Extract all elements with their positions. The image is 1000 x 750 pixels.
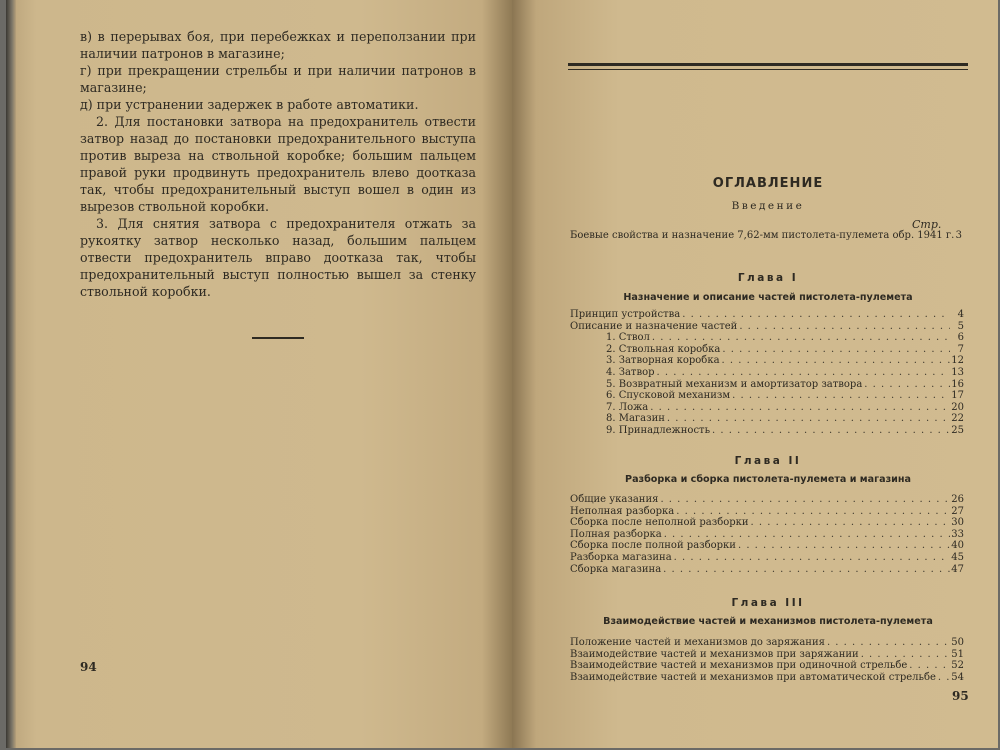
- toc-entry-page: 4: [957, 309, 964, 320]
- toc-entry-title: 8. Магазин: [606, 413, 665, 425]
- dot-leader: [650, 332, 950, 344]
- toc-entry-page: 13: [951, 366, 964, 378]
- toc-entry-page: 16: [951, 378, 964, 390]
- left-body-text: [80, 28, 476, 300]
- header-thick-rule: [568, 63, 968, 66]
- toc-entry: [570, 425, 964, 437]
- dot-leader: [672, 552, 950, 564]
- toc-entry: [570, 660, 964, 672]
- toc-entry-title: Описание и назначение частей: [570, 320, 738, 332]
- toc-entry-title: 4. Затвор: [606, 366, 655, 378]
- toc-entry-page: 52: [951, 660, 964, 672]
- toc-entry-page: 40: [951, 540, 964, 552]
- chapter-2-label: Глава II: [734, 455, 802, 467]
- toc-entry-page: 5: [957, 320, 964, 332]
- dot-leader: [749, 517, 950, 529]
- toc-entry: [570, 390, 964, 402]
- dot-leader: [680, 309, 950, 321]
- toc-entry-title: Неполная разборка: [570, 505, 675, 517]
- body-paragraph: 2. Для постановки затвора на предохранитель отвести затвор назад до постановки предохранительного выступа против выреза на ствольной коробке; большим пальцем правой руки продвинуть предохранитель влево доотказа так, чтобы предохранительный выступ вошел в один из вырезов ствольной коробки.: [80, 114, 476, 214]
- toc-entry-page: 17: [951, 390, 964, 402]
- dot-leader: [662, 529, 950, 541]
- toc-entry-page: 51: [951, 648, 964, 660]
- toc-entry-title: 3. Затворная коробка: [606, 355, 720, 367]
- dot-leader: [720, 355, 950, 367]
- chapter-1-entries: [570, 309, 964, 437]
- toc-entry: [570, 517, 964, 529]
- toc-entry: [570, 649, 964, 661]
- toc-entry-page: 30: [951, 517, 964, 529]
- section-end-rule: [252, 337, 304, 339]
- toc-entry: [570, 564, 964, 576]
- toc-entry-title: Сборка после полной разборки: [570, 540, 736, 552]
- toc-entry-page: 54: [951, 671, 964, 683]
- left-page: [6, 0, 512, 748]
- toc-entry-page: 12: [951, 355, 964, 367]
- dot-leader: [720, 344, 950, 356]
- toc-entry-page: 25: [951, 424, 964, 436]
- body-paragraph: г) при прекращении стрельбы и при наличии патронов в магазине;: [80, 63, 476, 95]
- chapter-3-entries: [570, 637, 964, 683]
- dot-leader: [936, 672, 950, 684]
- dot-leader: [674, 506, 950, 518]
- chapter-2-entries: [570, 494, 964, 575]
- toc-entry: [570, 506, 964, 518]
- toc-entry: [570, 494, 964, 506]
- toc-entry-title: 2. Ствольная коробка: [606, 343, 721, 355]
- toc-entry-title: 1. Ствол: [606, 332, 650, 344]
- dot-leader: [862, 379, 950, 391]
- toc-entry-title: 5. Возвратный механизм и амортизатор затвора: [606, 378, 863, 390]
- header-thin-rule: [568, 69, 968, 70]
- toc-entry: [570, 552, 964, 564]
- intro-entry: [570, 230, 962, 242]
- toc-entry: [570, 309, 964, 321]
- page-stack-edge: [6, 0, 16, 748]
- chapter-1-label: Глава I: [737, 272, 799, 284]
- chapter-3-title: Взаимодействие частей и механизмов пистолета-пулемета: [603, 616, 933, 627]
- body-paragraph: в) в перерывах боя, при перебежках и переползании при наличии патронов в магазине;: [80, 29, 476, 61]
- toc-entry-page: 33: [951, 528, 964, 540]
- toc-entry: [570, 540, 964, 552]
- page-number-right: 95: [952, 689, 969, 703]
- toc-entry-title: Сборка после неполной разборки: [570, 517, 749, 529]
- toc-entry: [570, 355, 964, 367]
- dot-leader: [710, 425, 950, 437]
- dot-leader: [825, 637, 950, 649]
- toc-entry-title: Принцип устройства: [570, 309, 681, 320]
- body-paragraph: д) при устранении задержек в работе автоматики.: [80, 97, 419, 112]
- toc-entry: [570, 637, 964, 649]
- toc-entry-title: Взаимодействие частей и механизмов при одиночной стрельбе: [570, 660, 908, 672]
- dot-leader: [737, 321, 950, 333]
- dot-leader: [648, 402, 950, 414]
- dot-leader: [655, 367, 951, 379]
- chapter-2-title: Разборка и сборка пистолета-пулемета и магазина: [625, 474, 911, 485]
- toc-entry-title: 6. Спусковой механизм: [606, 390, 731, 402]
- intro-entry-text: Боевые свойства и назначение 7,62-мм пистолета-пулемета обр. 1941 г.: [570, 230, 955, 241]
- toc-entry: [570, 344, 964, 356]
- toc-entry: [570, 672, 964, 684]
- dot-leader: [907, 660, 950, 672]
- toc-entry-title: Положение частей и механизмов до заряжания: [570, 637, 825, 648]
- toc-entry-page: 50: [951, 637, 964, 648]
- toc-entry-title: 7. Ложа: [606, 401, 649, 413]
- toc-entry: [570, 413, 964, 425]
- toc-entry-title: Полная разборка: [570, 528, 662, 540]
- book-spread: [6, 0, 998, 748]
- toc-entry: [570, 367, 964, 379]
- dot-leader: [730, 390, 950, 402]
- dot-leader: [859, 649, 950, 661]
- intro-entry-page: 3: [955, 230, 962, 241]
- right-page: [512, 0, 998, 748]
- dot-leader: [736, 540, 950, 552]
- toc-entry: [570, 379, 964, 391]
- dot-leader: [665, 413, 950, 425]
- toc-entry: [570, 332, 964, 344]
- body-paragraph: 3. Для снятия затвора с предохранителя отжать за рукоятку затвор несколько назад, большим пальцем отвести предохранитель вправо доотказа так, чтобы предохранительный выступ полностью вышел за стенку ствольной коробки.: [80, 216, 476, 299]
- dot-leader: [658, 494, 950, 506]
- toc-entry: [570, 529, 964, 541]
- toc-entry-page: 27: [951, 505, 964, 517]
- toc-title: ОГЛАВЛЕНИЕ: [712, 176, 824, 191]
- intro-heading: Введение: [731, 200, 805, 212]
- toc-entry-page: 22: [951, 413, 964, 425]
- toc-entry-page: 6: [957, 332, 964, 344]
- chapter-3-label: Глава III: [731, 597, 805, 609]
- toc-entry-title: Взаимодействие частей и механизмов при заряжании: [570, 648, 859, 660]
- toc-entry-title: Взаимодействие частей и механизмов при автоматической стрельбе: [570, 671, 936, 683]
- toc-entry-title: Сборка магазина: [570, 563, 662, 575]
- toc-entry-page: 7: [957, 343, 964, 355]
- toc-entry-page: 45: [951, 551, 964, 563]
- chapter-1-title: Назначение и описание частей пистолета-пулемета: [623, 292, 913, 303]
- page-number-left: 94: [80, 660, 97, 674]
- dot-leader: [661, 564, 950, 576]
- toc-entry: [570, 321, 964, 333]
- toc-entry-page: 20: [951, 401, 964, 413]
- toc-entry-title: 9. Принадлежность: [606, 424, 711, 436]
- toc-entry-page: 47: [951, 563, 964, 575]
- page-column-label: Стр.: [912, 218, 942, 231]
- toc-entry-title: Разборка магазина: [570, 551, 672, 563]
- toc-entry: [570, 402, 964, 414]
- toc-entry-page: 26: [951, 494, 964, 505]
- toc-entry-title: Общие указания: [570, 494, 659, 505]
